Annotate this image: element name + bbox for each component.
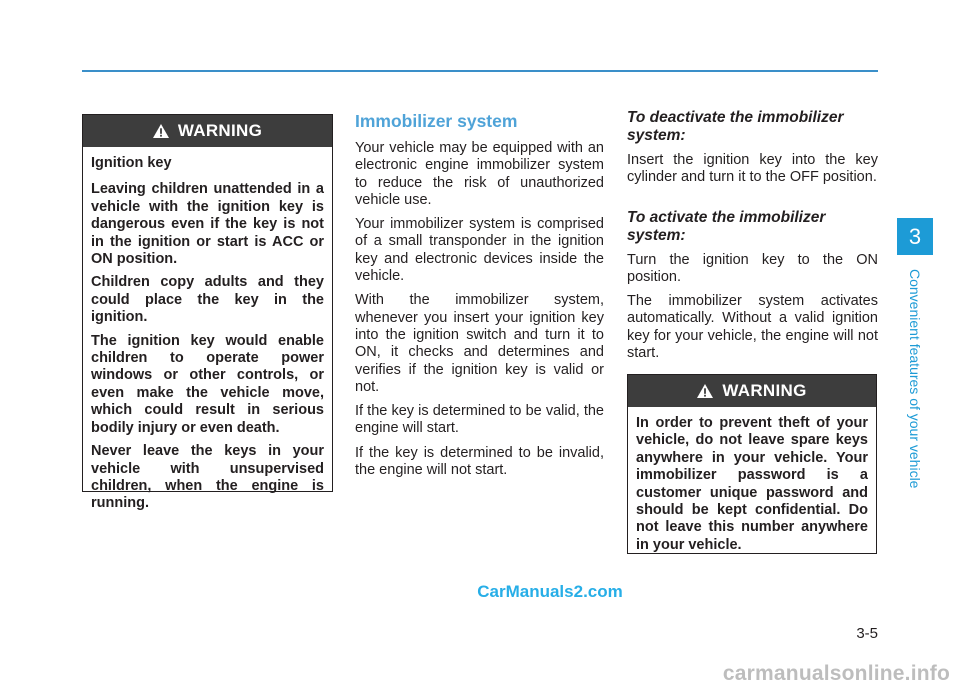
warning-box-ignition-key [82, 114, 333, 512]
warning-body [83, 147, 332, 525]
warning-triangle-icon [153, 124, 169, 138]
warning-header [83, 115, 332, 147]
deactivate-text: Insert the ignition key into the key cylinder and turn it to the OFF position. [627, 152, 878, 186]
warning-header-label: WARNING [177, 121, 263, 140]
body-paragraph: With the immobilizer system, whenever you insert your ignition key into the ignition switch and turn it to ON, it checks and determines and verifies if the ignition key is valid or not. [355, 292, 604, 395]
body-paragraph: Your immobilizer system is comprised of a small transponder in the ignition key and electronic devices inside the vehicle. [355, 216, 604, 285]
page-number: 3-5 [856, 625, 878, 642]
chapter-number-tab: 3 [897, 218, 933, 255]
warning-triangle-icon [697, 384, 713, 398]
immobilizer-section [355, 109, 604, 486]
warning-paragraph: Children copy adults and they could place the key in the ignition. [91, 274, 324, 326]
warning-paragraph: The ignition key would enable children to operate power windows or other controls, or even make the vehicle move, which could result in serious bodily injury or even death. [91, 332, 324, 436]
warning-title: Ignition key [91, 155, 172, 171]
warning-box-spare-keys [627, 374, 877, 554]
body-paragraph: Your vehicle may be equipped with an electronic engine immobilizer system to reduce the risk of unauthorized vehicle use. [355, 140, 604, 208]
chapter-title: Convenient features of your vehicle [907, 269, 923, 489]
section-heading: Immobilizer system [355, 111, 518, 131]
body-paragraph: If the key is determined to be invalid, the engine will not start. [355, 444, 604, 479]
warning-paragraph: In order to prevent theft of your vehicle, do not leave spare keys anywhere in your vehicle. Your immobilizer password is a customer unique password and should be kept confidential. Do not leave this number anywhere in your vehicle. [636, 415, 868, 553]
warning-header [628, 375, 876, 407]
activation-instructions [627, 109, 878, 369]
activate-text: Turn the ignition key to the ON position. [627, 251, 878, 285]
activate-text: The immobilizer system activates automatically. Without a valid ignition key for your vehicle, the engine will not start. [627, 293, 878, 362]
warning-body [628, 407, 876, 566]
warning-paragraph: Leaving children unattended in a vehicle with the ignition key is dangerous even if the key is not in the ignition or start is ACC or ON position. [91, 181, 324, 268]
warning-paragraph: Never leave the keys in your vehicle with unsupervised children, when the engine is running. [91, 443, 324, 512]
warning-header-label: WARNING [722, 381, 807, 400]
watermark-link[interactable]: CarManuals2.com [477, 582, 623, 601]
footer-watermark: carmanualsonline.info [722, 662, 950, 685]
body-paragraph: If the key is determined to be valid, the engine will start. [355, 403, 604, 437]
deactivate-heading: To deactivate the immobilizer system: [627, 109, 844, 144]
top-rule [82, 70, 878, 72]
activate-heading: To activate the immobilizer system: [627, 208, 826, 244]
